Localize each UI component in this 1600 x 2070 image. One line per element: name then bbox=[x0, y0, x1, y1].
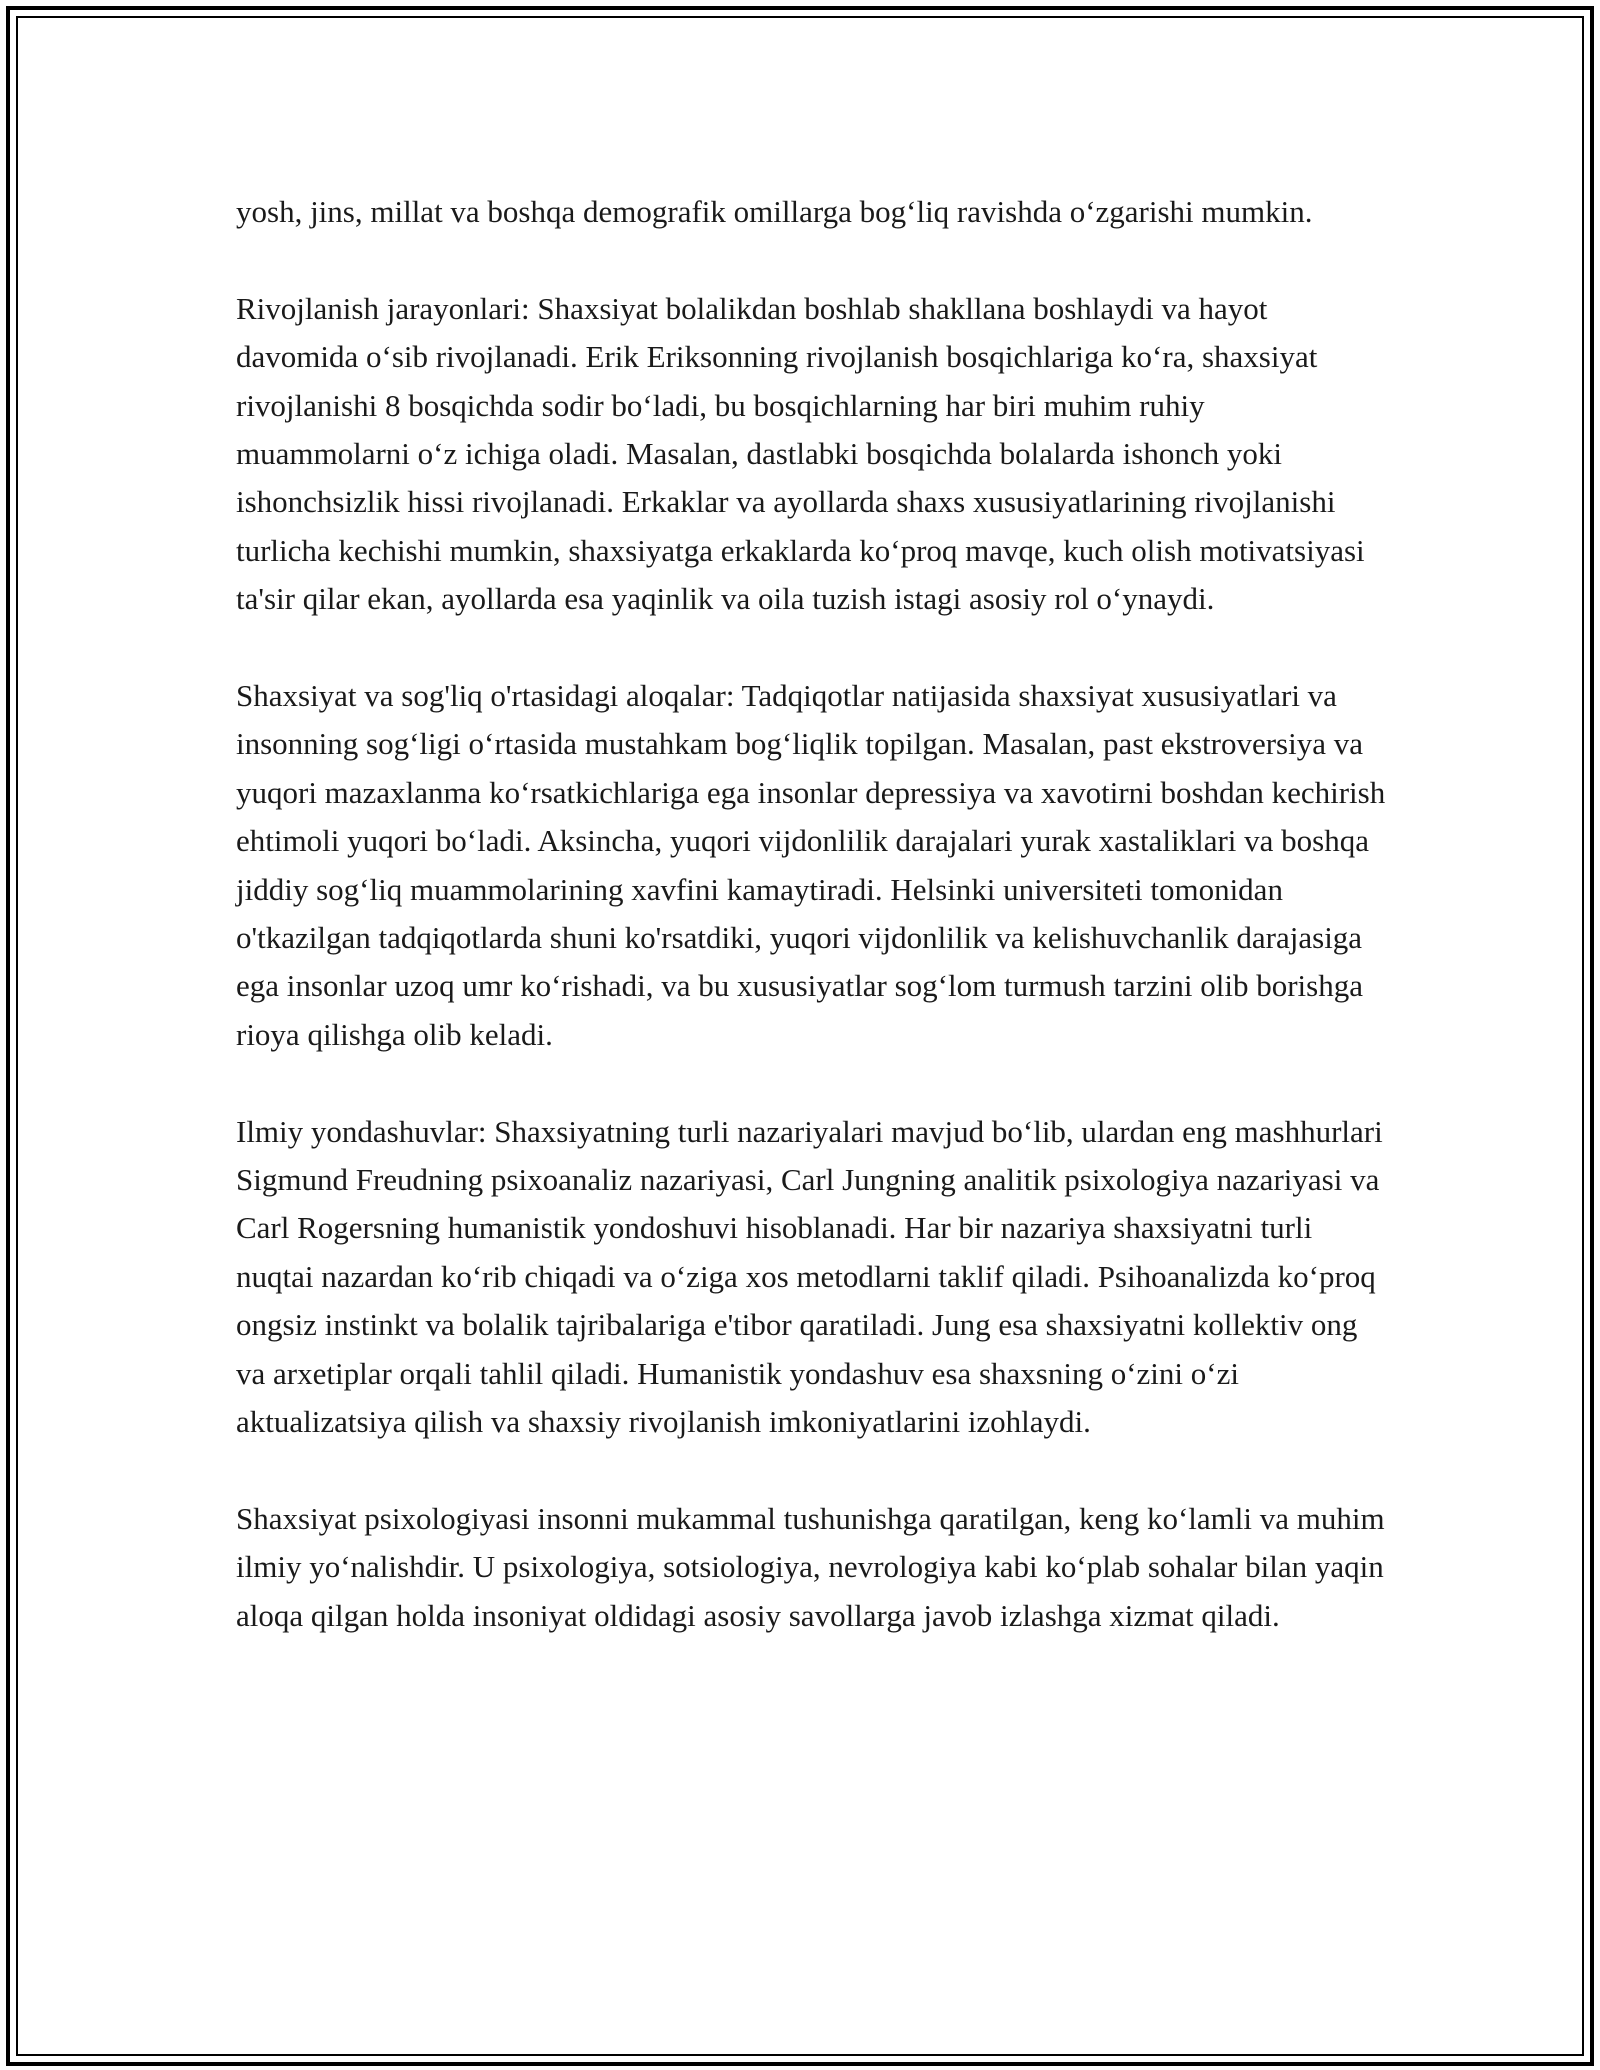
paragraph-scientific-approaches: Ilmiy yondashuvlar: Shaxsiyatning turli nazariyalari mavjud bo‘lib, ulardan eng mashhurlari Sigmund Freudning psixoanaliz nazariyasi, Carl Jungning analitik psixologiya nazariyasi va Carl Rogersning humanistik yondoshuvi hisoblanadi. Har bir nazariya shaxsiyatni turli nuqtai nazardan ko‘rib chiqadi va o‘ziga xos metodlarni taklif qiladi. Psihoanalizda ko‘proq ongsiz instinkt va bolalik tajribalariga e'tibor qaratiladi. Jung esa shaxsiyatni kollektiv ong va arxetiplar orqali tahlil qiladi. Humanistik yondashuv esa shaxsning o‘zini o‘zi aktualizatsiya qilish va shaxsiy rivojlanish imkoniyatlarini izohlaydi. bbox=[236, 1113, 1383, 1440]
paragraph-development-processes: Rivojlanish jarayonlari: Shaxsiyat bolalikdan boshlab shakllana boshlaydi va hayot davomida o‘sib rivojlanadi. Erik Eriksonning rivojlanish bosqichlariga ko‘ra, shaxsiyat rivojlanishi 8 bosqichda sodir bo‘ladi, bu bosqichlarning har biri muhim ruhiy muammolarni o‘z ichiga oladi. Masalan, dastlabki bosqichda bolalarda ishonch yoki ishonchsizlik hissi rivojlanadi. Erkaklar va ayollarda shaxs xususiyatlarining rivojlanishi turlicha kechishi mumkin, shaxsiyatga erkaklarda ko‘proq mavqe, kuch olish motivatsiyasi ta'sir qilar ekan, ayollarda esa yaqinlik va oila tuzish istagi asosiy rol o‘ynaydi. bbox=[236, 290, 1365, 617]
paragraph-demographics: yosh, jins, millat va boshqa demografik omillarga bog‘liq ravishda o‘zgarishi mumkin. bbox=[236, 194, 1313, 229]
paragraph-personality-and-health: Shaxsiyat va sog'liq o'rtasidagi aloqalar: Tadqiqotlar natijasida shaxsiyat xususiyatlari va insonning sog‘ligi o‘rtasida mustahkam bog‘liqlik topilgan. Masalan, past ekstroversiya va yuqori mazaxlanma ko‘rsatkichlariga ega insonlar depressiya va xavotirni boshdan kechirish ehtimoli yuqori bo‘ladi. Aksincha, yuqori vijdonlilik darajalari yurak xastaliklari va boshqa jiddiy sog‘liq muammolarining xavfini kamaytiradi. Helsinki universiteti tomonidan o'tkazilgan tadqiqotlarda shuni ko'rsatdiki, yuqori vijdonlilik va kelishuvchanlik darajasiga ega insonlar uzoq umr ko‘rishadi, va bu xususiyatlar sog‘lom turmush tarzini olib borishga rioya qilishga olib keladi. bbox=[236, 678, 1386, 1052]
document-body bbox=[236, 188, 1386, 1640]
paragraph-conclusion: Shaxsiyat psixologiyasi insonni mukammal tushunishga qaratilgan, keng ko‘lamli va muhim ilmiy yo‘nalishdir. U psixologiya, sotsiologiya, nevrologiya kabi ko‘plab sohalar bilan yaqin aloqa qilgan holda insoniyat oldidagi asosiy savollarga javob izlashga xizmat qiladi. bbox=[236, 1500, 1385, 1633]
